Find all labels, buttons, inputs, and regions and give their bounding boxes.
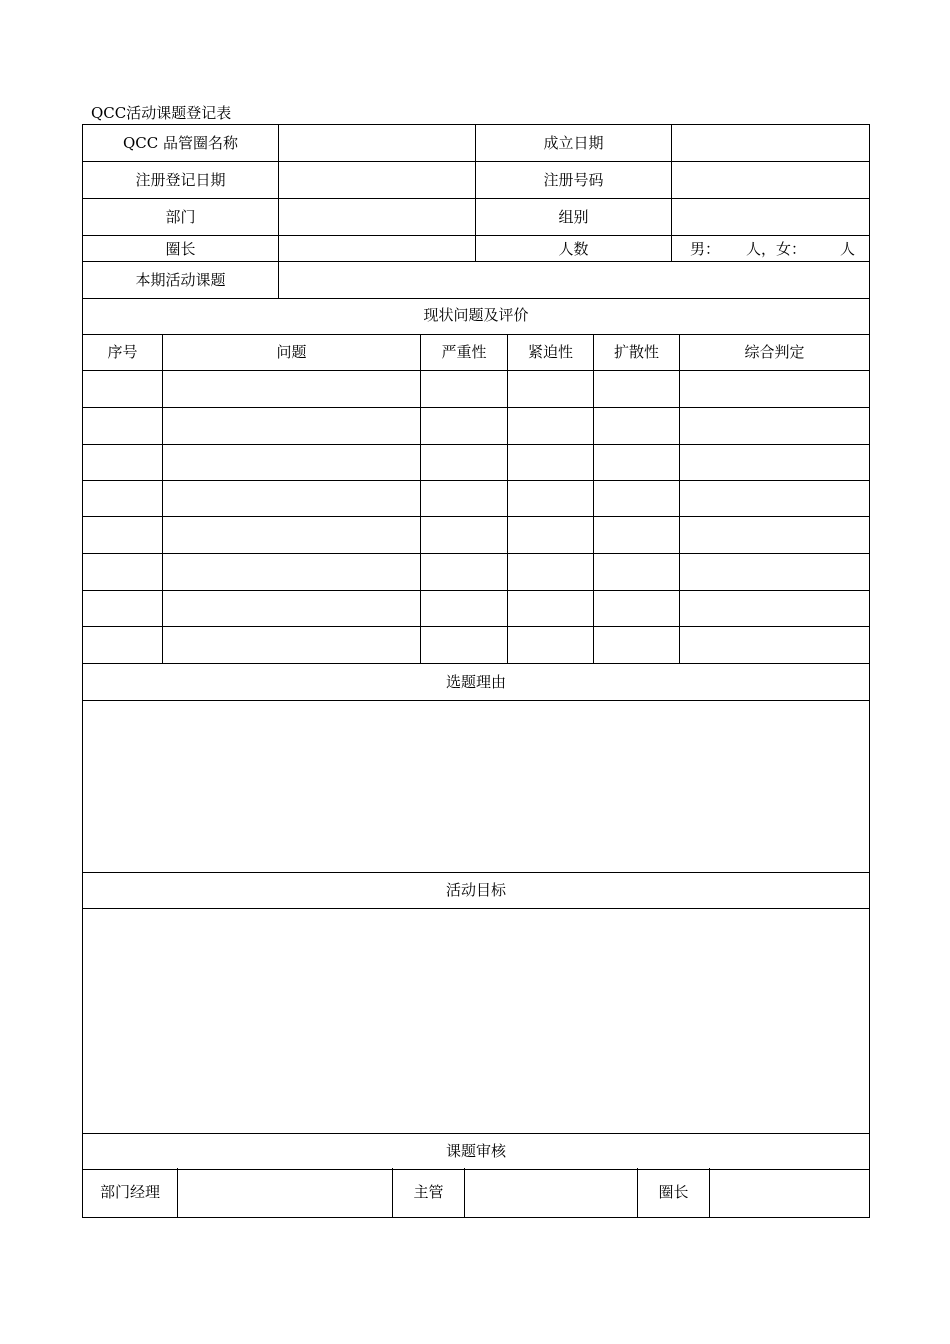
cell-spread[interactable]: [594, 407, 680, 444]
cell-severity[interactable]: [421, 407, 508, 444]
cell-problem[interactable]: [163, 553, 421, 590]
cell-urgency[interactable]: [508, 626, 594, 663]
cell-overall[interactable]: [680, 407, 870, 444]
cell-urgency[interactable]: [508, 444, 594, 480]
cell-severity[interactable]: [421, 516, 508, 553]
cell-overall[interactable]: [680, 480, 870, 516]
cell-urgency[interactable]: [508, 407, 594, 444]
cell-urgency[interactable]: [508, 553, 594, 590]
cell-number[interactable]: [83, 553, 163, 590]
headcount-female-label: 女：: [776, 239, 807, 258]
cell-overall[interactable]: [680, 370, 870, 407]
form-title: QCC活动课题登记表: [91, 104, 232, 122]
cell-spread[interactable]: [594, 590, 680, 626]
cell-severity[interactable]: [421, 626, 508, 663]
topic-label: 本期活动课题: [83, 262, 279, 299]
col-header-spread: 扩散性: [594, 334, 680, 370]
circle-name-field[interactable]: [279, 125, 476, 162]
established-date-field[interactable]: [672, 125, 870, 162]
registration-date-field[interactable]: [279, 162, 476, 199]
cell-urgency[interactable]: [508, 516, 594, 553]
group-label: 组别: [476, 199, 672, 236]
review-heading: 课题审核: [83, 1133, 870, 1169]
cell-problem[interactable]: [163, 626, 421, 663]
headcount-label: 人数: [476, 236, 672, 262]
review-leader-label: 圈长: [638, 1168, 710, 1217]
cell-severity[interactable]: [421, 480, 508, 516]
table-row: [83, 590, 870, 626]
table-row: [83, 370, 870, 407]
headcount-field[interactable]: [672, 236, 870, 262]
cell-problem[interactable]: [163, 370, 421, 407]
cell-number[interactable]: [83, 444, 163, 480]
department-field[interactable]: [279, 199, 476, 236]
headcount-person-unit-2: 人: [840, 239, 856, 258]
cell-spread[interactable]: [594, 553, 680, 590]
cell-number[interactable]: [83, 590, 163, 626]
table-row: [83, 444, 870, 480]
cell-number[interactable]: [83, 407, 163, 444]
cell-number[interactable]: [83, 480, 163, 516]
registration-date-label: 注册登记日期: [83, 162, 279, 199]
goal-field[interactable]: [83, 908, 870, 1133]
reason-field[interactable]: [83, 700, 870, 872]
supervisor-label: 主管: [393, 1168, 465, 1217]
cell-overall[interactable]: [680, 444, 870, 480]
table-row: [83, 407, 870, 444]
leader-label: 圈长: [83, 236, 279, 262]
cell-overall[interactable]: [680, 590, 870, 626]
leader-field[interactable]: [279, 236, 476, 262]
topic-field[interactable]: [279, 262, 870, 299]
table-row: [83, 516, 870, 553]
cell-urgency[interactable]: [508, 370, 594, 407]
cell-problem[interactable]: [163, 590, 421, 626]
reason-heading: 选题理由: [83, 663, 870, 700]
dept-manager-label: 部门经理: [83, 1168, 178, 1217]
cell-overall[interactable]: [680, 626, 870, 663]
cell-problem[interactable]: [163, 444, 421, 480]
cell-urgency[interactable]: [508, 480, 594, 516]
basic-info-table: [82, 124, 870, 299]
group-field[interactable]: [672, 199, 870, 236]
review-leader-signature-field[interactable]: [710, 1168, 870, 1217]
cell-problem[interactable]: [163, 516, 421, 553]
evaluation-table: [82, 297, 870, 1170]
cell-spread[interactable]: [594, 444, 680, 480]
table-row: [83, 553, 870, 590]
cell-number[interactable]: [83, 516, 163, 553]
cell-problem[interactable]: [163, 407, 421, 444]
supervisor-signature-field[interactable]: [465, 1168, 638, 1217]
cell-severity[interactable]: [421, 590, 508, 626]
col-header-urgency: 紧迫性: [508, 334, 594, 370]
headcount-person-unit-1: 人，: [746, 239, 777, 258]
col-header-overall: 综合判定: [680, 334, 870, 370]
cell-overall[interactable]: [680, 553, 870, 590]
cell-severity[interactable]: [421, 370, 508, 407]
col-header-severity: 严重性: [421, 334, 508, 370]
evaluation-heading: 现状问题及评价: [83, 297, 870, 334]
registration-no-label: 注册号码: [476, 162, 672, 199]
review-table: [82, 1168, 870, 1218]
goal-heading: 活动目标: [83, 872, 870, 908]
circle-name-label: QCC 品管圈名称: [83, 125, 279, 162]
headcount-male-label: 男：: [690, 239, 721, 258]
col-header-number: 序号: [83, 334, 163, 370]
cell-spread[interactable]: [594, 480, 680, 516]
cell-spread[interactable]: [594, 370, 680, 407]
registration-no-field[interactable]: [672, 162, 870, 199]
established-date-label: 成立日期: [476, 125, 672, 162]
col-header-problem: 问题: [163, 334, 421, 370]
table-row: [83, 626, 870, 663]
table-row: [83, 480, 870, 516]
dept-manager-signature-field[interactable]: [178, 1168, 393, 1217]
cell-number[interactable]: [83, 370, 163, 407]
cell-problem[interactable]: [163, 480, 421, 516]
cell-severity[interactable]: [421, 553, 508, 590]
cell-number[interactable]: [83, 626, 163, 663]
department-label: 部门: [83, 199, 279, 236]
cell-overall[interactable]: [680, 516, 870, 553]
cell-severity[interactable]: [421, 444, 508, 480]
cell-spread[interactable]: [594, 516, 680, 553]
cell-spread[interactable]: [594, 626, 680, 663]
cell-urgency[interactable]: [508, 590, 594, 626]
